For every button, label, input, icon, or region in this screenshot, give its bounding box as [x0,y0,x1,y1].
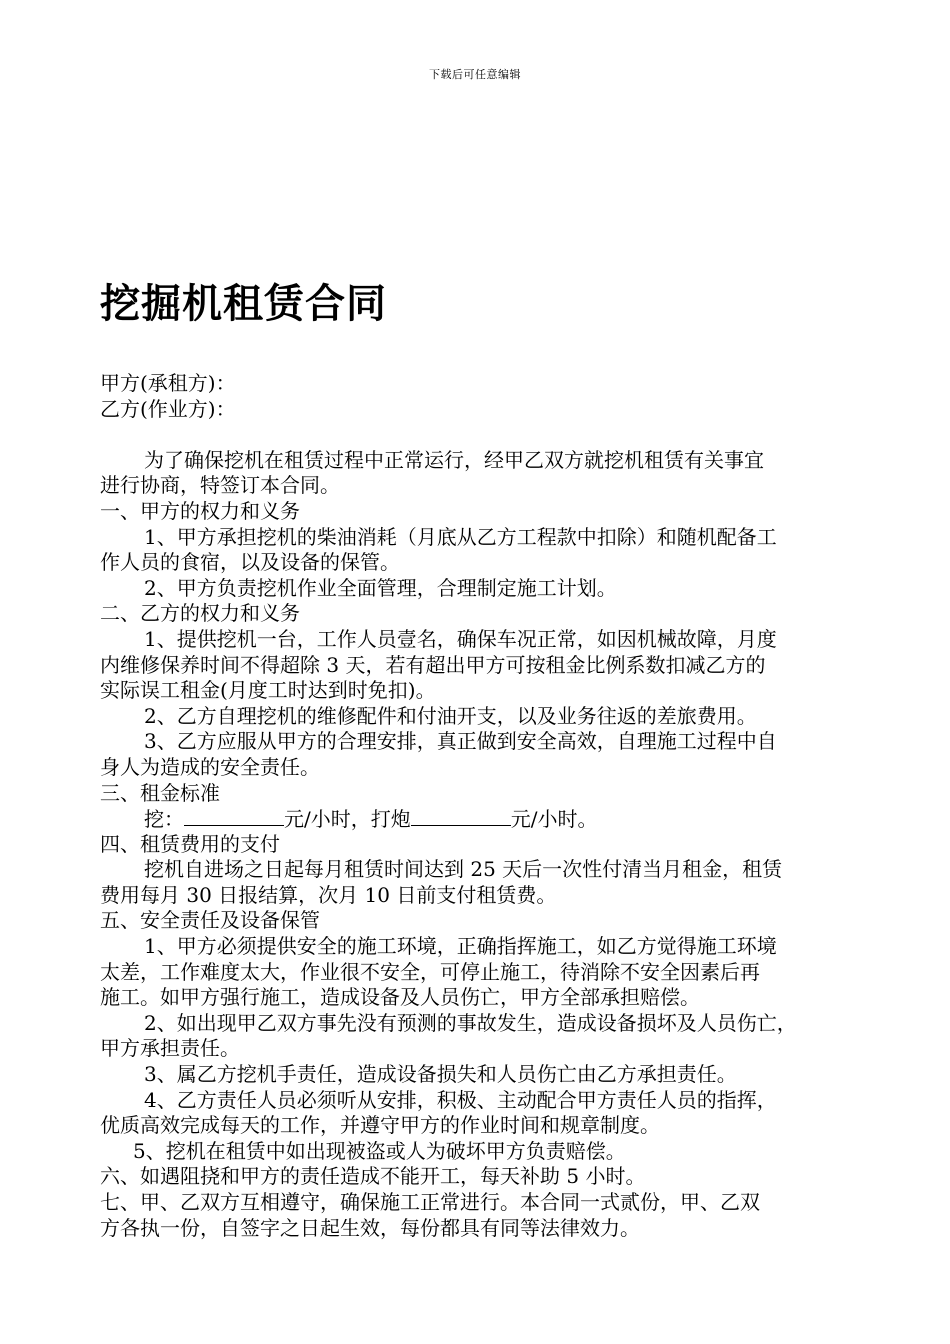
rate-unit-1: 元/小时，打炮 [284,807,411,832]
clause-line: 3、属乙方挖机手责任，造成设备损失和人员伤亡由乙方承担责任。 [144,1062,737,1087]
spacer [100,422,852,448]
clause-line: 1、提供挖机一台，工作人员壹名，确保车况正常，如因机械故障，月度 [144,626,777,651]
clause-line: 1、甲方承担挖机的柴油消耗（月底从乙方工程款中扣除）和随机配备工 [144,524,777,549]
clause-line: 费用每月 30 日报结算，次月 10 日前支付租赁费。 [100,882,557,907]
contract-body [100,371,852,1241]
clause-line: 内维修保养时间不得超除 3 天，若有超出甲方可按租金比例系数扣减乙方的 [100,652,766,677]
section-heading-5: 五、安全责任及设备保管 [100,908,320,933]
rent-rate-line [100,806,852,832]
clause-line: 甲方承担责任。 [100,1036,240,1061]
clause-line: 优质高效完成每天的工作，并遵守甲方的作业时间和规章制度。 [100,1113,660,1138]
clause-line: 1、甲方必须提供安全的施工环境，正确指挥施工，如乙方觉得施工环境 [144,934,777,959]
document-title: 挖掘机租赁合同 [100,281,387,327]
party-b-line: 乙方(作业方)： [100,396,236,421]
rate-unit-2: 元/小时。 [510,807,598,832]
dig-rate-blank [184,806,284,826]
header-note: 下载后可任意编辑 [429,68,521,81]
clause-line: 作人员的食宿，以及设备的保管。 [100,550,400,575]
clause-line: 挖机自进场之日起每月租赁时间达到 25 天后一次性付清当月租金，租赁 [144,857,783,882]
section-heading-2: 二、乙方的权力和义务 [100,601,300,626]
clause-line: 3、乙方应服从甲方的合理安排，真正做到安全高效，自理施工过程中自 [144,729,777,754]
section-heading-4: 四、租赁费用的支付 [100,831,280,856]
section-heading-3: 三、租金标准 [100,780,220,805]
clause-line: 方各执一份，自签字之日起生效，每份都具有同等法律效力。 [100,1215,640,1240]
section-heading-7: 七、甲、乙双方互相遵守，确保施工正常进行。本合同一式贰份，甲、乙双 [100,1190,760,1214]
section-heading-1: 一、甲方的权力和义务 [100,498,300,523]
blast-rate-blank [411,806,511,826]
clause-line: 太差，工作难度太大，作业很不安全，可停止施工，待消除不安全因素后再 [100,959,760,984]
intro-line: 为了确保挖机在租赁过程中正常运行，经甲乙双方就挖机租赁有关事宜 [144,447,764,472]
clause-line: 2、乙方自理挖机的维修配件和付油开支，以及业务往返的差旅费用。 [144,703,757,728]
party-a-line: 甲方(承租方)： [100,371,236,395]
clause-line: 2、如出现甲乙双方事先没有预测的事故发生，造成设备损坏及人员伤亡， [144,1010,797,1035]
clause-line: 4、乙方责任人员必须听从安排，积极、主动配合甲方责任人员的指挥， [144,1087,777,1112]
clause-line: 身人为造成的安全责任。 [100,754,320,779]
clause-line: 5、挖机在租赁中如出现被盗或人为破坏甲方负责赔偿。 [133,1138,626,1163]
clause-line: 施工。如甲方强行施工，造成设备及人员伤亡，甲方全部承担赔偿。 [100,985,700,1010]
dig-label: 挖： [144,807,184,832]
clause-line: 实际误工租金(月度工时达到时免扣)。 [100,678,436,703]
clause-line: 2、甲方负责挖机作业全面管理，合理制定施工计划。 [144,575,617,600]
section-heading-6: 六、如遇阻挠和甲方的责任造成不能开工，每天补助 5 小时。 [100,1164,646,1189]
intro-line: 进行协商，特签订本合同。 [100,473,340,498]
